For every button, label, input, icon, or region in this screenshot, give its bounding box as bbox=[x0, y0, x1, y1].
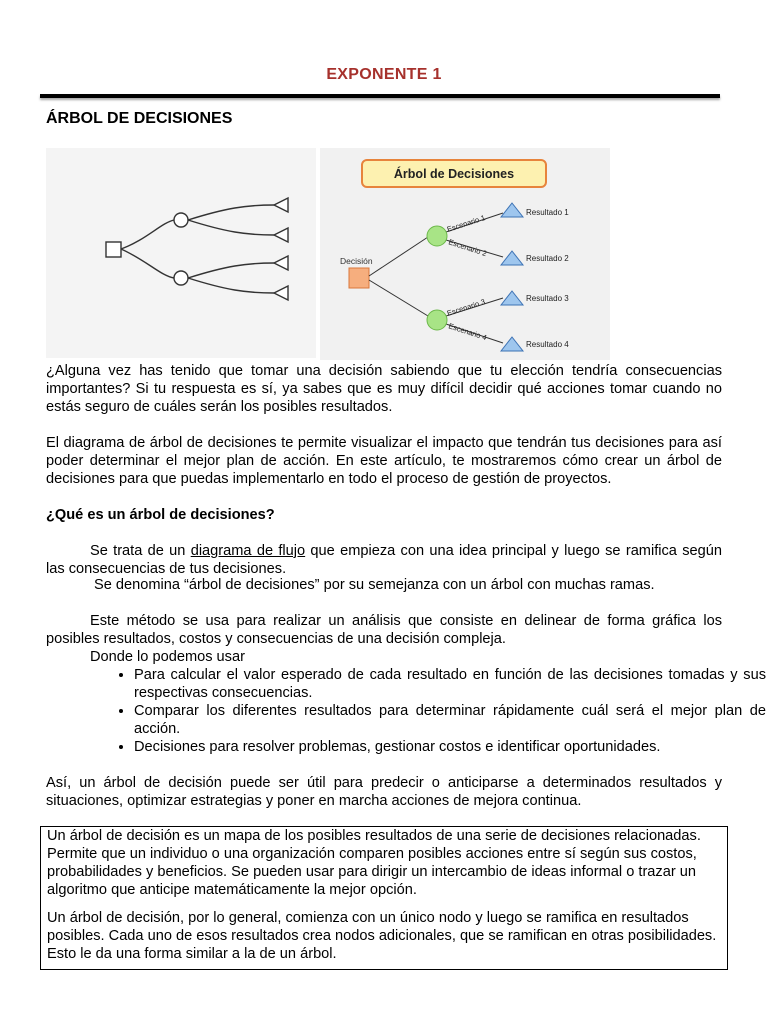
question-heading: ¿Qué es un árbol de decisiones? bbox=[46, 507, 275, 523]
usage-heading: Donde lo podemos usar bbox=[90, 649, 245, 665]
decision-tree-diagram-left bbox=[46, 148, 316, 358]
header-rule bbox=[40, 94, 720, 98]
end-triangle bbox=[274, 286, 288, 300]
chance-node bbox=[174, 213, 188, 227]
diagram-paragraph-end: . bbox=[607, 471, 612, 487]
decision-label: Decisión bbox=[340, 256, 373, 266]
result-label: Resultado 2 bbox=[526, 254, 569, 263]
list-item: • Comparar los diferentes resultados para determinar rápidamente cuál será el mejor plan de acción. bbox=[134, 702, 766, 738]
scenario-label: Escenario 4 bbox=[447, 321, 488, 343]
definition-box bbox=[40, 826, 728, 970]
decision-square bbox=[106, 242, 121, 257]
definition-text-before: Se trata de un bbox=[90, 543, 191, 559]
box-paragraph: Un árbol de decisión, por lo general, comienza con un único nodo y luego se ramifica en resultados posibles. Cada uno de esos resultados crea nodos adicionales, que se ramifican en otras posibilidades. Esto le da una forma similar a la de un árbol. bbox=[47, 910, 717, 962]
decision-tree-diagram-right bbox=[320, 148, 610, 360]
chance-node bbox=[427, 310, 447, 330]
end-triangle bbox=[274, 198, 288, 212]
intro-paragraph: ¿Alguna vez has tenido que tomar una decisión sabiendo que tu elección tendría consecuencias importantes? Si tu respuesta es sí, ya sabes que es muy difícil decidir qué acciones tomar cuando no estás seguro de cuáles serán los posibles resultados. bbox=[46, 363, 722, 415]
method-paragraph: Este método se usa para realizar un análisis que consiste en delinear de forma gráfica los posibles resultados, costos y consecuencias de una decisión compleja. bbox=[46, 613, 722, 647]
diagram-banner-text: Árbol de Decisiones bbox=[393, 167, 515, 181]
conclusion-paragraph: Así, un árbol de decisión puede ser útil para predecir o anticiparse a determinados resultados y situaciones, optimizar estrategias y poner en marcha acciones de mejora continua. bbox=[46, 775, 722, 809]
section-title: ÁRBOL DE DECISIONES bbox=[46, 110, 233, 127]
diagram-paragraph-text: El diagrama de árbol de decisiones te permite visualizar el impacto que tendrán tus decisiones para así poder determinar el mejor plan de acción. En este artículo, te mostraremos cómo crear un árbol de decisiones para que puedas implementarlo en todo el bbox=[46, 435, 722, 487]
end-triangle bbox=[274, 228, 288, 242]
definition-paragraph bbox=[46, 542, 722, 578]
end-triangle bbox=[274, 256, 288, 270]
flowchart-link[interactable]: diagrama de flujo bbox=[190, 543, 306, 559]
result-label: Resultado 4 bbox=[526, 340, 569, 349]
result-label: Resultado 3 bbox=[526, 294, 569, 303]
result-triangle bbox=[501, 337, 523, 351]
chance-node bbox=[427, 226, 447, 246]
result-label: Resultado 1 bbox=[526, 208, 569, 217]
scenario-label: Escenario 1 bbox=[445, 213, 487, 234]
scenario-label: Escenario 3 bbox=[445, 297, 487, 318]
name-origin-paragraph: Se denomina “árbol de decisiones” por su semejanza con un árbol con muchas ramas. bbox=[94, 577, 655, 593]
result-triangle bbox=[501, 291, 523, 305]
list-item: • Decisiones para resolver problemas, gestionar costos e identificar oportunidades. bbox=[134, 738, 766, 756]
project-management-link[interactable]: proceso de gestión de proyectos bbox=[396, 471, 608, 487]
decision-square bbox=[349, 268, 369, 288]
result-triangle bbox=[501, 203, 523, 217]
page-title: EXPONENTE 1 bbox=[326, 66, 442, 83]
result-triangle bbox=[501, 251, 523, 265]
diagram-paragraph bbox=[46, 434, 722, 488]
list-item: • Para calcular el valor esperado de cada resultado en función de las decisiones tomadas y sus respectivas consecuencias. bbox=[134, 666, 766, 702]
box-paragraph: Un árbol de decisión es un mapa de los posibles resultados de una serie de decisiones relacionadas. Permite que un individuo o una organización comparen posibles acciones entre sí según sus costos, probabilidades y beneficios. Se pueden usar para dirigir un intercambio de ideas informal o trazar un algoritmo que anticipe matemáticamente la mejor opción. bbox=[47, 828, 701, 898]
definition-text-after: que empieza con una idea principal y luego se ramifica según las consecuencias de tus decisiones. bbox=[46, 543, 722, 577]
usage-list bbox=[90, 666, 766, 756]
scenario-label: Escenario 2 bbox=[447, 237, 488, 259]
chance-node bbox=[174, 271, 188, 285]
